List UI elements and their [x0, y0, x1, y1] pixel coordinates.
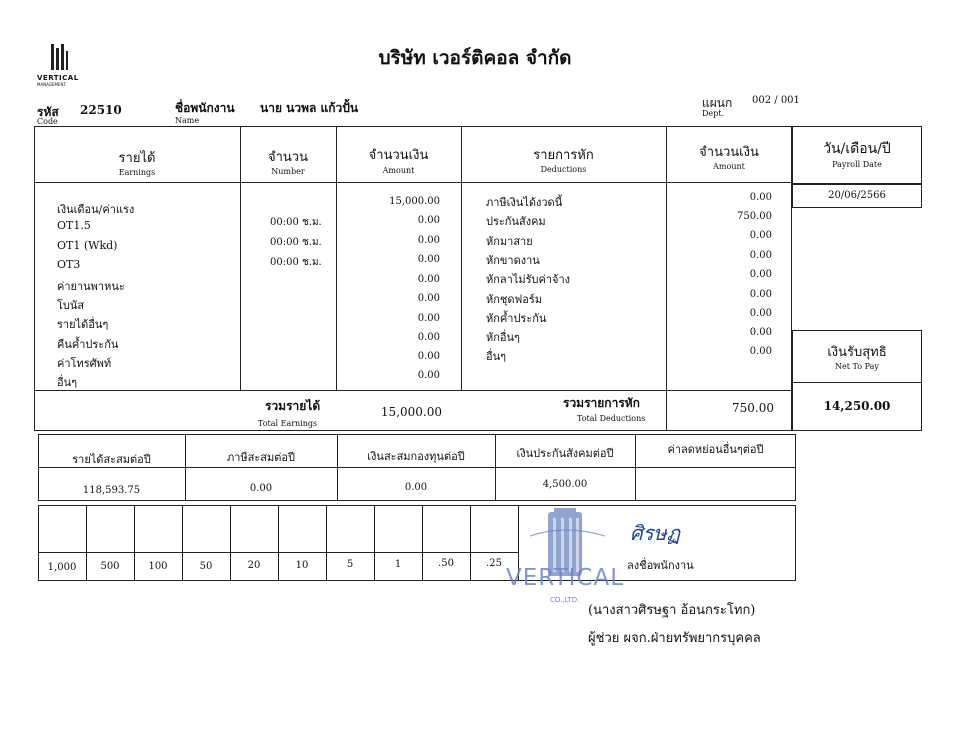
- stamp-text: VERTICAL: [506, 565, 625, 591]
- earning-label: OT1 (Wkd): [57, 239, 118, 252]
- code-label: รหัส: [37, 105, 59, 119]
- denomination: 500: [100, 561, 120, 572]
- denomination: 100: [148, 561, 168, 572]
- denomination: .25: [486, 558, 502, 569]
- ytd-value: 0.00: [249, 483, 273, 494]
- total-earnings-label: รวมรายได้: [265, 399, 321, 413]
- earning-amount: 0.00: [417, 215, 440, 226]
- employee-code: 22510: [80, 103, 122, 117]
- earning-amount: 0.00: [417, 351, 440, 362]
- deductions-header: รายการหัก: [533, 148, 594, 163]
- building-logo-icon: [48, 42, 72, 72]
- earning-amount: 15,000.00: [389, 196, 440, 207]
- earning-amount: 0.00: [417, 274, 440, 285]
- signature-label: ลงชื่อพนักงาน: [627, 559, 694, 572]
- code-label-en: Code: [37, 117, 58, 126]
- deduction-label: หักอื่นๆ: [486, 331, 520, 344]
- deduction-amount: 0.00: [749, 192, 772, 203]
- earning-label: อื่นๆ: [57, 376, 78, 389]
- logo-text: VERTICAL: [37, 74, 79, 82]
- denomination: .50: [438, 558, 454, 569]
- deduction-label: ภาษีเงินได้งวดนี้: [486, 196, 563, 209]
- amount2-header: จำนวนเงิน: [699, 145, 759, 160]
- earning-number: 00:00 ช.ม.: [270, 217, 322, 228]
- earning-label: คืนค้ำประกัน: [57, 338, 119, 351]
- ytd-header: ภาษีสะสมต่อปี: [227, 451, 295, 464]
- deduction-amount: 0.00: [749, 289, 772, 300]
- total-deductions-label: รวมรายการหัก: [563, 396, 640, 410]
- total-deductions-label-en: Total Deductions: [577, 414, 646, 423]
- logo-subtext: MANAGEMENT: [37, 82, 66, 87]
- number-header: จำนวน: [268, 150, 308, 165]
- signer-title: ผู้ช่วย ผจก.ฝ่ายทรัพยากรบุคคล: [588, 631, 761, 646]
- ytd-header: เงินสะสมกองทุนต่อปี: [367, 450, 465, 463]
- deduction-amount: 0.00: [749, 346, 772, 357]
- dept-label-en: Dept.: [702, 109, 725, 118]
- denomination: 50: [199, 561, 213, 572]
- earning-label: โบนัส: [57, 299, 85, 312]
- ytd-value: 4,500.00: [542, 479, 588, 490]
- denomination: 5: [346, 559, 354, 570]
- amount2-header-en: Amount: [713, 162, 745, 171]
- deductions-header-en: Deductions: [540, 165, 587, 174]
- net-pay-label: เงินรับสุทธิ: [827, 345, 887, 360]
- dept-value: 002 / 001: [752, 95, 800, 106]
- ytd-header: ค่าลดหย่อนอื่นๆต่อปี: [667, 443, 764, 456]
- deduction-label: หักชุดฟอร์ม: [486, 293, 543, 306]
- deduction-label: หักขาดงาน: [486, 254, 540, 267]
- deduction-label: อื่นๆ: [486, 350, 507, 363]
- net-pay-label-en: Net To Pay: [835, 362, 879, 371]
- earning-label: รายได้อื่นๆ: [57, 318, 109, 331]
- denomination: 10: [295, 560, 309, 571]
- name-label: ชื่อพนักงาน: [175, 101, 235, 115]
- denomination: 1,000: [47, 562, 77, 573]
- name-label-en: Name: [175, 116, 200, 125]
- deduction-label: หักค้ำประกัน: [486, 312, 547, 325]
- deduction-amount: 0.00: [749, 327, 772, 338]
- dept-label: แผนก: [702, 96, 733, 110]
- ytd-value: 118,593.75: [82, 485, 141, 496]
- earning-number: 00:00 ช.ม.: [270, 237, 322, 248]
- payroll-date-header-en: Payroll Date: [832, 160, 882, 169]
- header-divider: [34, 182, 792, 183]
- total-earnings-value: 15,000.00: [380, 405, 442, 419]
- amount-header-en: Amount: [382, 166, 415, 175]
- net-pay-divider: [792, 382, 922, 383]
- payroll-date-value: 20/06/2566: [828, 190, 886, 201]
- deduction-label: หักมาสาย: [486, 235, 533, 248]
- denomination: 20: [247, 560, 261, 571]
- company-name: บริษัท เวอร์ติคอล จำกัด: [378, 47, 572, 69]
- stamp-subtext: CO.,LTD.: [550, 596, 580, 604]
- earning-amount: 0.00: [417, 313, 440, 324]
- earning-label: OT3: [57, 258, 81, 271]
- deduction-label: ประกันสังคม: [486, 215, 546, 228]
- deduction-amount: 0.00: [749, 308, 772, 319]
- earning-amount: 0.00: [417, 370, 440, 381]
- payroll-date-header: วัน/เดือน/ปี: [823, 141, 891, 157]
- signature-scribble: ศิรษฏ: [630, 521, 681, 545]
- denomination: 1: [394, 559, 402, 570]
- deduction-amount: 750.00: [737, 211, 772, 222]
- col-divider: [666, 126, 667, 431]
- amount-header: จำนวนเงิน: [368, 148, 429, 163]
- number-header-en: Number: [271, 167, 305, 176]
- earning-label: ค่าโทรศัพท์: [57, 357, 112, 370]
- deduction-amount: 0.00: [749, 230, 772, 241]
- total-divider: [34, 390, 792, 391]
- total-earnings-label-en: Total Earnings: [258, 419, 318, 428]
- signer-name: (นางสาวศิรษฐา อ้อนกระโทก): [588, 603, 756, 618]
- earning-label: OT1.5: [57, 219, 91, 232]
- earning-number: 00:00 ช.ม.: [270, 257, 322, 268]
- ytd-header: เงินประกันสังคมต่อปี: [516, 447, 614, 460]
- deduction-amount: 0.00: [749, 269, 772, 280]
- ytd-value: 0.00: [404, 482, 428, 493]
- denom-col-divider: [422, 505, 423, 581]
- earnings-header-en: Earnings: [118, 168, 156, 177]
- employee-name: นาย นวพล แก้วปั้น: [260, 101, 359, 115]
- net-pay-value: 14,250.00: [823, 399, 891, 413]
- ytd-header: รายได้สะสมต่อปี: [72, 453, 151, 466]
- earning-label: ค่ายานพาหนะ: [57, 280, 125, 293]
- denom-col-divider: [470, 505, 471, 581]
- earning-label: เงินเดือน/ค่าแรง: [57, 203, 135, 216]
- earning-amount: 0.00: [417, 254, 440, 265]
- earnings-header: รายได้: [118, 151, 156, 166]
- total-deductions-value: 750.00: [732, 401, 774, 415]
- deduction-amount: 0.00: [749, 250, 772, 261]
- earning-amount: 0.00: [417, 332, 440, 343]
- earning-amount: 0.00: [417, 293, 440, 304]
- deduction-label: หักลาไม่รับค่าจ้าง: [486, 273, 571, 286]
- earning-amount: 0.00: [417, 235, 440, 246]
